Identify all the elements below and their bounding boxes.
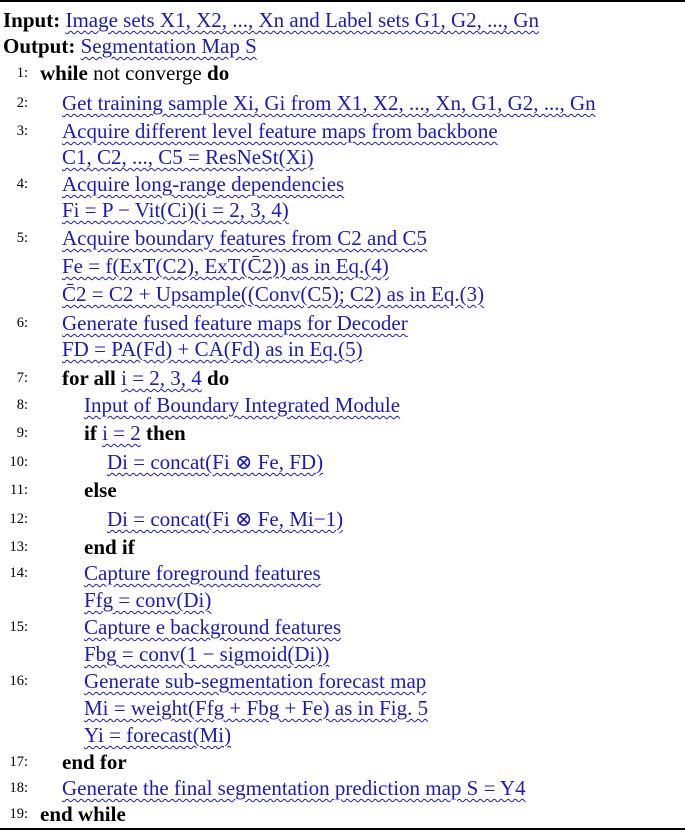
formula-link[interactable]: Yi = forecast(Mi) [84, 723, 232, 747]
line-number: 13: [9, 539, 28, 555]
line-number: 14: [9, 565, 28, 581]
keyword-end-if: end if [84, 535, 135, 559]
output-text[interactable]: Segmentation Map S [80, 34, 257, 58]
line-number: 12: [9, 511, 28, 527]
step-link[interactable]: Generate fused feature maps for Decoder [62, 311, 408, 335]
line-number: 1: [16, 65, 28, 81]
input-text[interactable]: Image sets X1, X2, ..., Xn and Label sets G1, G2, ..., Gn [65, 8, 540, 32]
step-link[interactable]: Acquire different level feature maps from backbone [62, 119, 498, 143]
condition-text: not converge [87, 61, 208, 85]
step-link[interactable]: Generate sub-segmentation forecast map [84, 669, 427, 693]
formula-link[interactable]: C1, C2, ..., C5 = ResNeSt(Xi) [62, 145, 314, 169]
keyword-end-for: end for [62, 750, 127, 774]
input-label: Input: [3, 8, 61, 32]
line-number: 11: [10, 482, 28, 498]
output-label: Output: [3, 34, 76, 58]
keyword-do: do [207, 366, 230, 390]
step-link[interactable]: Generate the final segmentation prediction map S = Y4 [62, 776, 526, 800]
formula-link[interactable]: Fi = P − Vit(Ci)(i = 2, 3, 4) [62, 198, 289, 222]
keyword-while: while [40, 61, 88, 85]
line-number: 4: [16, 176, 28, 192]
line-number: 8: [16, 397, 28, 413]
formula-link[interactable]: Di = concat(Fi ⊗ Fe, FD) [107, 450, 324, 474]
line-number: 6: [16, 315, 28, 331]
formula-link[interactable]: Fbg = conv(1 − sigmoid(Di)) [84, 642, 330, 666]
line-number: 16: [9, 673, 28, 689]
formula-link[interactable]: Fe = f(ExT(C2), ExT(C̄2)) as in Eq.(4) [62, 254, 389, 278]
keyword-do: do [207, 61, 230, 85]
bottom-rule [0, 828, 685, 830]
step-link[interactable]: Acquire boundary features from C2 and C5 [62, 226, 428, 250]
line-number: 18: [9, 780, 28, 796]
formula-link[interactable]: FD = PA(Fd) + CA(Fd) as in Eq.(5) [62, 337, 363, 361]
condition-link[interactable]: i = 2 [102, 421, 141, 445]
keyword-else: else [84, 478, 117, 502]
step-link[interactable]: Capture e background features [84, 615, 342, 639]
step-link[interactable]: Input of Boundary Integrated Module [84, 393, 401, 417]
index-link[interactable]: i = 2, 3, 4 [121, 366, 202, 390]
step-link[interactable]: Acquire long-range dependencies [62, 172, 345, 196]
line-number: 5: [16, 230, 28, 246]
keyword-if: if [84, 421, 97, 445]
step-link[interactable]: Get training sample Xi, Gi from X1, X2, ..., Xn, G1, G2, ..., Gn [62, 91, 596, 115]
line-number: 7: [16, 370, 28, 386]
keyword-end-while: end while [40, 802, 126, 826]
formula-link[interactable]: Di = concat(Fi ⊗ Fe, Mi−1) [107, 507, 344, 531]
line-number: 9: [16, 425, 28, 441]
line-number: 15: [9, 619, 28, 635]
formula-link[interactable]: Ffg = conv(Di) [84, 588, 212, 612]
line-number: 3: [16, 123, 28, 139]
line-number: 17: [9, 754, 28, 770]
line-number: 2: [16, 95, 28, 111]
keyword-then: then [146, 421, 186, 445]
top-rule [0, 0, 685, 2]
line-number: 10: [9, 454, 28, 470]
line-number: 19: [9, 806, 28, 822]
step-link[interactable]: Capture foreground features [84, 561, 321, 585]
formula-link[interactable]: Mi = weight(Ffg + Fbg + Fe) as in Fig. 5 [84, 696, 429, 720]
keyword-for-all: for all [62, 366, 116, 390]
formula-link[interactable]: C̄2 = C2 + Upsample((Conv(C5); C2) as in Eq.(3) [62, 282, 485, 306]
